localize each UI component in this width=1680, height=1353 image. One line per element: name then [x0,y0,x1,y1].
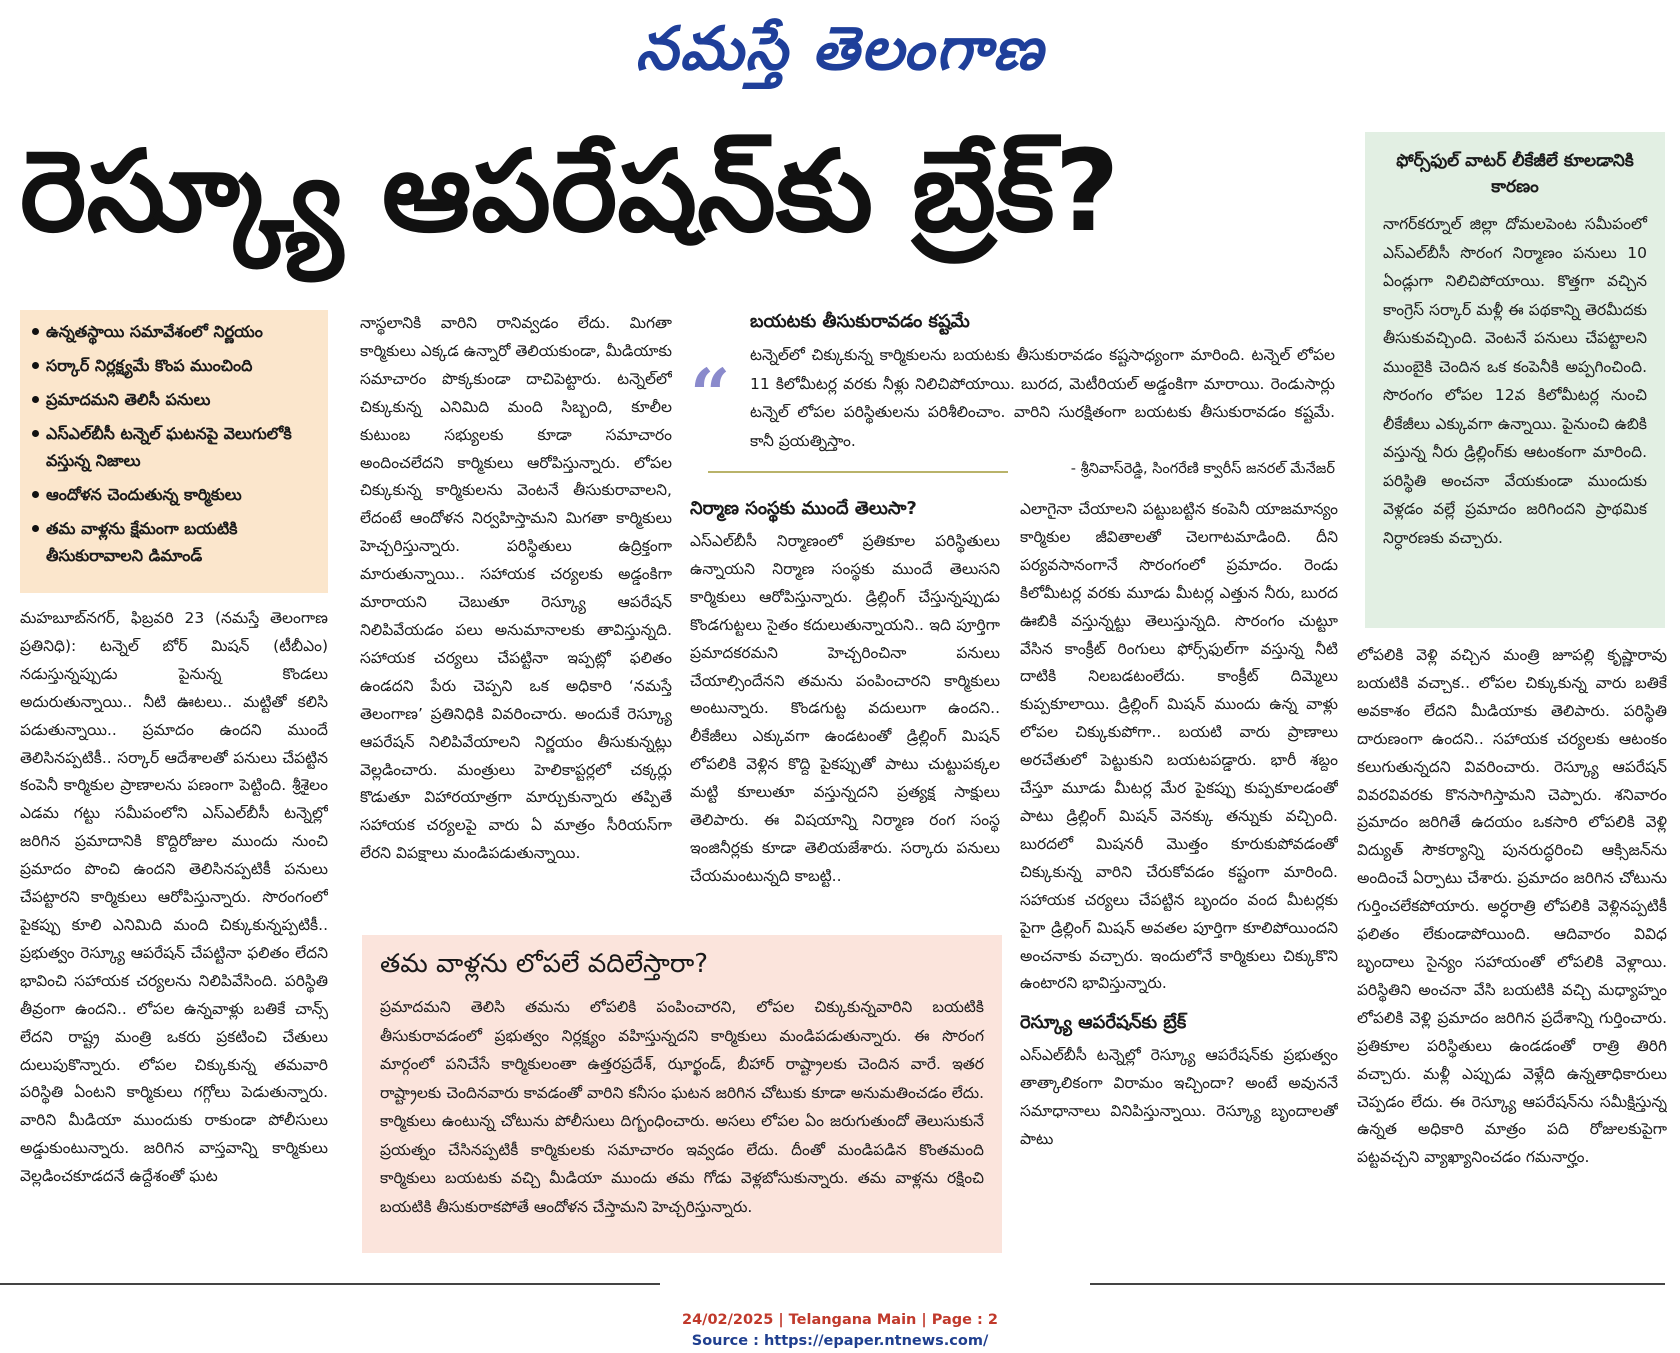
box-body: ప్రమాదమని తెలిసి తమను లోపలికి పంపించారని, లోపల చిక్కుకున్నవారిని బయటికి తీసుకురావడంలో ప్రభుత్వం నిర్లక్ష్యం వహిస్తున్నదని కార్మికులు మండిపడుతున్నారు. ఈ సొరంగ మార్గంలో పనిచేసే కార్మికులంతా ఉత్తరప్రదేశ్, ఝార్ఖండ్, బీహార్ రాష్ట్రాలకు చెందిన వారే. ఇతర రాష్ట్రాలకు చెందినవారు కావడంతో వారిని కనీసం ఘటన జరిగిన చోటుకు కూడా అనుమతించడం లేదు. కార్మికులు ఉంటున్న చోటును పోలీసులు దిగ్బంధించారు. అసలు లోపల ఏం జరుగుతుందో తెలుసుకునే ప్రయత్నం చేసినప్పటికీ కార్మికులకు సమాచారం ఇవ్వడం లేదు. దీంతో మండిపడిన కొంతమంది కార్మికులు బయటకు వచ్చి మీడియా ముందు తమ గోడు వెళ్లబోసుకున్నారు. తమ వాళ్లను రక్షించి బయటికి తీసుకురాకపోతే ఆందోళన చేస్తామని హెచ్చరిస్తున్నారు. [380,998,984,1216]
highlight-item: ఎస్‌ఎల్‌బీసీ టన్నెల్ ఘటనపై వెలుగులోకి వస్తున్న నిజాలు [30,420,318,474]
column-text: ఎస్‌ఎల్‌బీసీ టన్నెల్లో రెస్క్యూ ఆపరేషన్‌కు ప్రభుత్వం తాత్కాలికంగా విరామం ఇచ్చిందా? అంటే అవుననే సమాధానాలు వినిపిస్తున్నాయి. రెస్క్యూ బృందాలతో పాటు [1020,1046,1338,1149]
highlight-item: సర్కార్ నిర్లక్ష్యమే కొంప ముంచింది [30,352,318,379]
article-column-4 [1020,496,1338,1256]
column-subhead: నిర్మాణ సంస్థకు ముందే తెలుసా? [690,498,917,519]
article-column-5 [1357,642,1667,1254]
sidebar-title: ఫోర్స్‌ఫుల్ వాటర్ లీకేజీలే కూలడానికి కారణం [1396,151,1634,197]
bottom-rule-left [0,1283,660,1285]
quote-text: టన్నెల్‌లో చిక్కుకున్న కార్మికులను బయటకు తీసుకురావడం కష్టసాధ్యంగా మారింది. టన్నెల్ లోపల 11 కిలోమీటర్ల వరకు నీళ్లు నిలిచిపోయాయి. బురద, మెటీరియల్ అడ్డంకిగా మారాయి. రెండుసార్లు టన్నెల్ లోపల పరిస్థితులను పరిశీలించాం. వారిని సురక్షితంగా బయటకు తీసుకురావడం కష్టమే. కానీ ప్రయత్నిస్తాం. [750,346,1335,450]
footer-source: Source : https://epaper.ntnews.com/ [691,1333,989,1349]
masthead-logo: నమస్తే తెలంగాణ [635,14,1045,84]
highlight-item: ఉన్నతస్థాయి సమావేశంలో నిర్ణయం [30,318,318,345]
bottom-rule-right [1090,1283,1665,1285]
highlight-item: ప్రమాదమని తెలిసీ పనులు [30,386,318,413]
highlight-item: తమ వాళ్లను క్షేమంగా బయటికి తీసుకురావాలని డిమాండ్ [30,515,318,569]
article-column-2 [360,310,672,920]
column-text: లోపలికి వెళ్లి వచ్చిన మంత్రి జూపల్లి కృష్ణారావు బయటికి వచ్చాక.. లోపల చిక్కుకున్న వారు బతికే అవకాశం లేదని మీడియాకు తెలిపారు. పరిస్థితి దారుణంగా ఉందని.. సహాయక చర్యలకు ఆటంకం కలుగుతున్నదని వివరించారు. రెస్క్యూ ఆపరేషన్ వివరవివరకు కొనసాగిస్తామని చెప్పారు. శనివారం ప్రమాదం జరిగితే ఉదయం ఒకసారి లోపలికి వెళ్లి విద్యుత్ సౌకర్యాన్ని పునరుద్ధరించి ఆక్సిజన్‌ను అందించే ఏర్పాటు చేశారు. ప్రమాదం జరిగిన చోటును గుర్తించలేకపోయారు. అర్ధరాత్రి లోపలికి వెళ్లినప్పటికీ ఫలితం లేకుండాపోయింది. ఆదివారం వివిధ బృందాలు సైన్యం సహాయంతో లోపలికి వెళ్లాయి. పరిస్థితిని అంచనా వేసి బయటికి వచ్చి మధ్యాహ్నం లోపలికి వెళ్లి ప్రమాదం జరిగిన ప్రదేశాన్ని గుర్తించారు. ప్రతికూల పరిస్థితులు ఉండడంతో రాత్రి తిరిగి వచ్చారు. మళ్లీ ఎప్పుడు వెళ్లేది ఉన్నతాధికారులు చెప్పడం లేదు. ఈ రెస్క్యూ ఆపరేషన్‌ను సమీక్షిస్తున్న ఉన్నత అధికారి మాత్రం పది రోజులకుపైగా పట్టవచ్చని వ్యాఖ్యానించడం గమనార్హం. [1357,646,1667,1167]
sidebar-body: నాగర్‌కర్నూల్ జిల్లా దోమలపెంట సమీపంలో ఎస్‌ఎల్‌బీసీ సొరంగ నిర్మాణం పనులు 10 ఏండ్లుగా నిలిచిపోయాయి. కొత్తగా వచ్చిన కాంగ్రెస్ సర్కార్ మళ్లీ ఈ పథకాన్ని తెరమీదకు తీసుకువచ్చింది. వెంటనే పనులు చేపట్టాలని ముంబైకి చెందిన ఒక కంపెనీకి అప్పగించింది. సొరంగం లోపల 12వ కిలోమీటర్ల నుంచి లీకేజీలు ఎక్కువగా ఉన్నాయి. పైనుంచి ఉబికి వస్తున్న నీరు డ్రిల్లింగ్‌కు ఆటంకంగా మారింది. పరిస్థితి అంచనా వేయకుండా ముందుకు వెళ్లడం వల్లే ప్రమాదం జరిగిందని ప్రాథమిక నిర్ధారణకు వచ్చారు. [1383,215,1647,547]
quote-title: బయటకు తీసుకురావడం కష్టమే [750,311,970,332]
column-subhead: రెస్క్యూ ఆపరేషన్‌కు బ్రేక్ [1020,1012,1187,1034]
headline: రెస్క్యూ ఆపరేషన్‌కు బ్రేక్? [20,127,1120,257]
box-title: తమ వాళ్లను లోపలే వదిలేస్తారా? [380,949,709,979]
sidebar-box [1365,132,1665,628]
quote-mark-icon: “ [690,353,731,436]
column-text: మహబూబ్‌నగర్, ఫిబ్రవరి 23 (నమస్తే తెలంగాణ ప్రతినిధి): టన్నెల్ బోర్ మిషన్ (టీబీఎం) నడుస్తున్నప్పుడు పైనున్న కొండలు అదురుతున్నాయి.. నీటి ఊటలు.. మట్టితో కలిసి పడుతున్నాయి.. ప్రమాదం ఉందని ముందే తెలిసినప్పటికీ.. సర్కార్ ఆదేశాలతో పనులు చేపట్టిన కంపెనీ కార్మికుల ప్రాణాలను పణంగా పెట్టింది. శ్రీశైలం ఎడమ గట్టు సమీపంలోని ఎస్‌ఎల్‌బీసీ టన్నెల్లో జరిగిన ప్రమాదానికి కొద్దిరోజుల ముందు నుంచి ప్రమాదం పొంచి ఉందని తెలిసినప్పటికీ పనులు చేపట్టారని కార్మికులు ఆరోపిస్తున్నారు. సొరంగంలో పైకప్పు కూలి ఎనిమిది మంది చిక్కుకున్నప్పటికీ.. ప్రభుత్వం రెస్క్యూ ఆపరేషన్ చేపట్టినా ఫలితం లేదని భావించి సహాయక చర్యలను నిలిపివేసింది. పరిస్థితి తీవ్రంగా ఉందని.. లోపల ఉన్నవాళ్లు బతికే చాన్స్ లేదని రాష్ట్ర మంత్రి ఒకరు ప్రకటించి చేతులు దులుపుకొన్నారు. లోపల చిక్కుకున్న తమవారి పరిస్థితి ఏంటని కార్మికులు గగ్గోలు పెడుతున్నారు. వారిని మీడియా ముందుకు రాకుండా పోలీసులు అడ్డుకుంటున్నారు. జరిగిన వాస్తవాన్ని కార్మికులు వెల్లడించకూడదనే ఉద్దేశంతో ఘట [20,609,328,1186]
quote-divider [708,471,1008,473]
footer-dateline: 24/02/2025 | Telangana Main | Page : 2 [681,1312,998,1328]
column-text: ఎలాగైనా చేయాలని పట్టుబట్టిన కంపెనీ యాజమాన్యం కార్మికుల జీవితాలతో చెలగాటమాడింది. దీని పర్యవసానంగానే సొరంగంలో ప్రమాదం. రెండు కిలోమీటర్ల వరకు మూడు మీటర్ల ఎత్తున నీరు, బురద ఊబికి వస్తున్నట్టు తెలుస్తున్నది. సొరంగం చుట్టూ వేసిన కాంక్రీట్ రింగులు ఫోర్స్‌ఫుల్‌గా వస్తున్న నీటి దాటికి నిలబడటంలేదు. కాంక్రీట్ దిమ్మెలు కుప్పకూలాయి. డ్రిల్లింగ్ మిషన్ ముందు ఉన్న వాళ్లు లోపల చిక్కుకుపోగా.. బయటి వారు ప్రాణాలు అరచేతులో పెట్టుకుని బయటపడ్డారు. భారీ శబ్దం చేస్తూ మూడు మీటర్ల మేర పైకప్పు కుప్పకూలడంతో పాటు డ్రిల్లింగ్ మిషన్ వెనక్కు తన్నుకు వచ్చింది. బురదలో మిషనరీ మొత్తం కూరుకుపోవడంతో చిక్కుకున్న వారిని చేరుకోవడం కష్టంగా మారింది. సహాయక చర్యలు చేపట్టిన బృందం వంద మీటర్లకు పైగా డ్రిల్లింగ్ మిషన్ అవతల పూర్తిగా కూలిపోయిందని అంచనాకు వచ్చారు. ఇందులోనే కార్మికులు చిక్కుకొని ఉంటారని భావిస్తున్నారు. [1020,500,1338,993]
workers-box [362,935,1002,1253]
article-column-1 [20,605,328,1255]
quote-box [690,311,1335,481]
quote-attribution: - శ్రీనివాస్‌రెడ్డి, సింగరేణి క్వారీస్ జనరల్ మేనేజర్ [1070,461,1335,477]
column-text: నాస్థలానికి వారిని రానివ్వడం లేదు. మిగతా కార్మికులు ఎక్కడ ఉన్నారో తెలియకుండా, మీడియాకు సమాచారం పొక్కకుండా దాచిపెట్టారు. టన్నెల్‌లో చిక్కుకున్న ఎనిమిది మంది సిబ్బంది, కూలీల కుటుంబ సభ్యులకు కూడా సమాచారం అందించలేదని కార్మికులు ఆరోపిస్తున్నారు. లోపల చిక్కుకున్న కార్మికులను వెంటనే తీసుకురావాలని, లేదంటే ఆందోళన నిర్వహిస్తామని మిగతా కార్మికులు హెచ్చరిస్తున్నారు. పరిస్థితులు ఉద్రిక్తంగా మారుతున్నాయి.. సహాయక చర్యలకు అడ్డంకిగా మారాయని చెబుతూ రెస్క్యూ ఆపరేషన్ నిలిపివేయడం పలు అనుమానాలకు తావిస్తున్నది. సహాయక చర్యలు చేపట్టినా ఇప్పట్లో ఫలితం ఉండదని పేరు చెప్పని ఒక అధికారి ‘నమస్తే తెలంగాణ’ ప్రతినిధికి వివరించారు. అందుకే రెస్క్యూ ఆపరేషన్ నిలిపివేయాలని నిర్ణయం తీసుకున్నట్లు వెల్లడించారు. మంత్రులు హెలికాప్టర్లలో చక్కర్లు కొడుతూ విహారయాత్రగా మార్చుకున్నారు తప్పితే సహాయక చర్యలపై వారు ఏ మాత్రం సీరియస్‌గా లేరని విపక్షాలు మండిపడుతున్నాయి. [360,314,672,863]
article-column-3 [690,496,1000,926]
highlight-item: ఆందోళన చెందుతున్న కార్మికులు [30,481,318,508]
footer [0,1310,1680,1352]
column-text: ఎస్‌ఎల్‌బీసీ నిర్మాణంలో ప్రతికూల పరిస్థితులు ఉన్నాయని నిర్మాణ సంస్థకు ముందే తెలుసని కార్మికులు ఆరోపిస్తున్నారు. డ్రిల్లింగ్ చేస్తున్నప్పుడు కొండగుట్టలు సైతం కదులుతున్నాయని.. ఇది పూర్తిగా ప్రమాదకరమని హెచ్చరించినా పనులు చేయాల్సిందేనని తమను పంపించారని కార్మికులు అంటున్నారు. కొండగుట్ట వదులుగా ఉందని.. లీకేజీలు ఎక్కువగా ఉండటంతో డ్రిల్లింగ్ మిషన్ లోపలికి వెళ్లిన కొద్ది పైకప్పుతో పాటు చుట్టుపక్కల మట్టి కూలుతూ వస్తున్నదని ప్రత్యక్ష సాక్షులు తెలిపారు. ఈ విషయాన్ని నిర్మాణ రంగ సంస్థ ఇంజినీర్లకు కూడా తెలియజేశారు. సర్కారు పనులు చేయమంటున్నది కాబట్టి.. [690,532,1000,885]
highlights-box [20,310,328,593]
